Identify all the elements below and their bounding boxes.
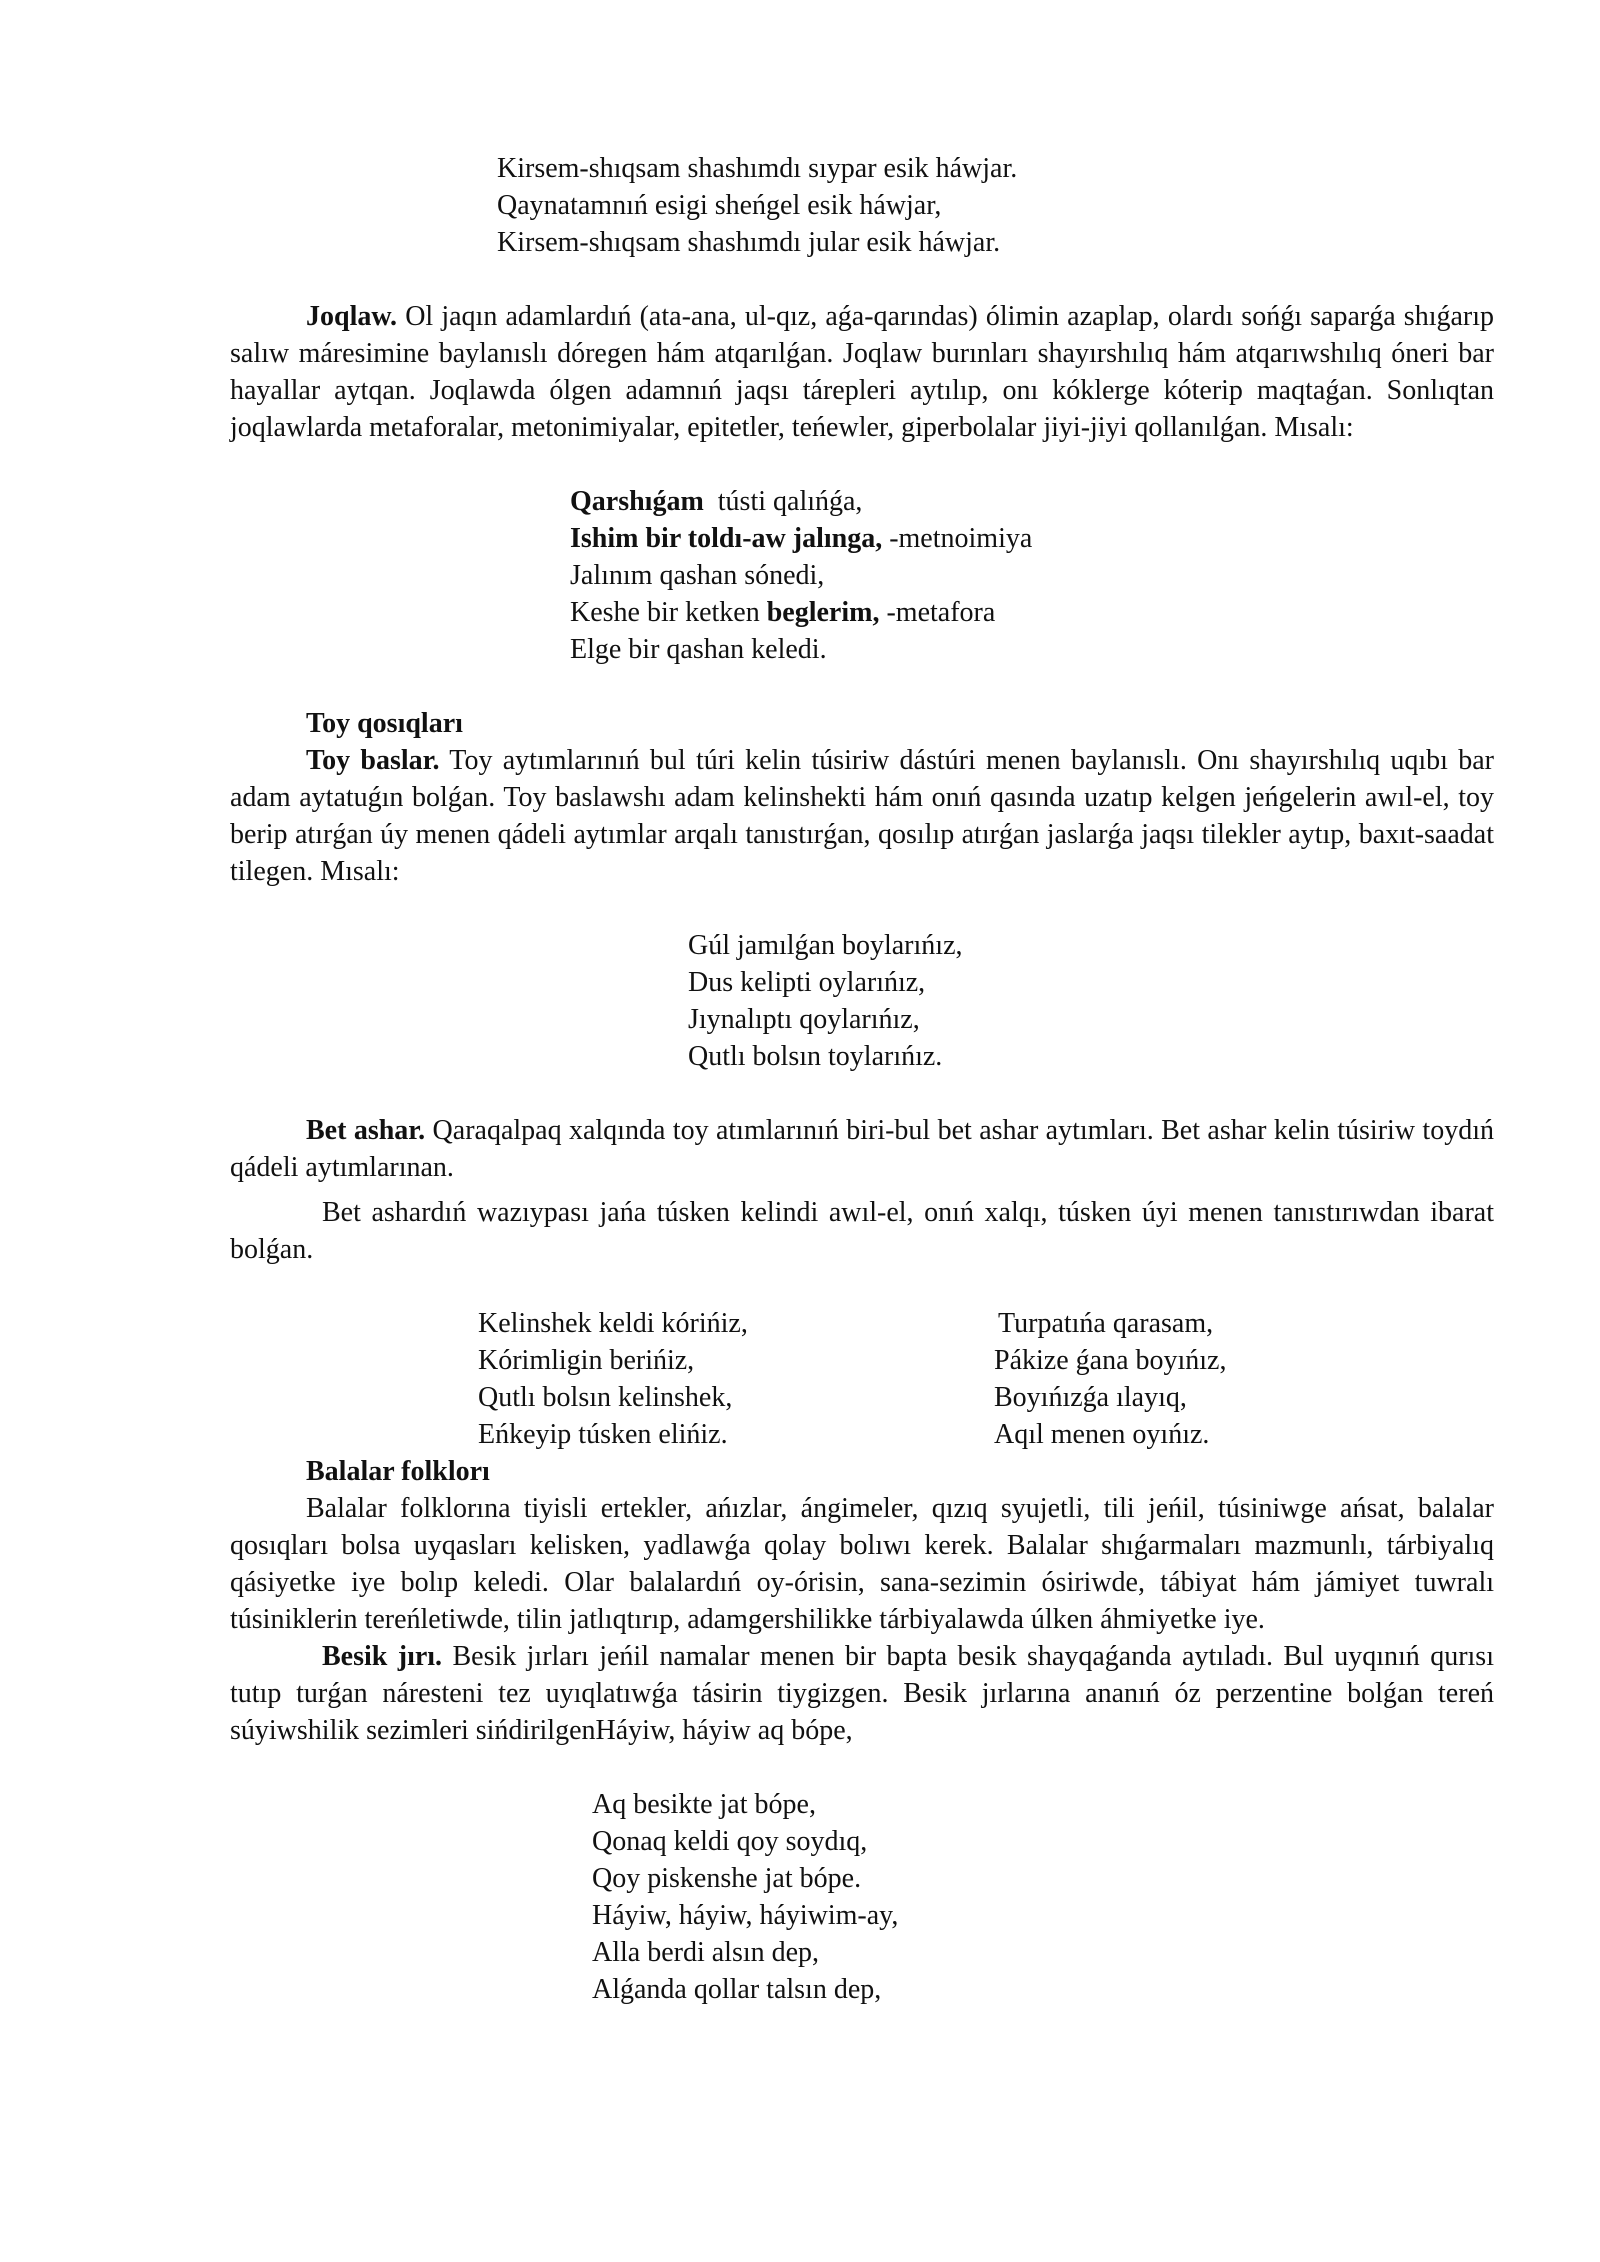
verse-line: Aqıl menen oyıńız. (994, 1419, 1210, 1450)
besik-paragraph (230, 1638, 1494, 1749)
besik-title: Besik jırı. (322, 1641, 443, 1672)
joqlaw-text: Ol jaqın adamlardıń (ata-ana, ul-qız, aǵa-qarındas) ólimin azaplap, olardı sońǵı saparǵa shıǵarıp salıw máresimine baylanıslı dóregen hám atqarılǵan. Joqlaw burınları shayırshılıq hám atqarıwshılıq óneri bar hayallar aytqan. Joqlawda ólgen adamnıń jaqsı tárepleri aytılıp, onı kóklerge kóterip maqtaǵan. Sonlıqtan joqlawlarda metaforalar, metonimiyalar, epitetler, teńewler, giperbolalar jiyi-jiyi qollanılǵan. Mısalı: (230, 301, 1494, 443)
verse-text: -metafora (879, 597, 996, 628)
verse-line: Alǵanda qollar talsın dep, (592, 1974, 882, 2005)
verse-line: Gúl jamılǵan boylarıńız, (688, 930, 963, 961)
verse-line: Kelinshek keldi kórińiz, (478, 1308, 748, 1339)
toy-paragraph (230, 742, 1494, 890)
verse-line: Elge bir qashan keledi. (570, 634, 827, 665)
verse-line: Qonaq keldi qoy soydıq, (592, 1826, 868, 1857)
joqlaw-paragraph (230, 298, 1494, 446)
verse-right-column (994, 1305, 1226, 1453)
verse-line: Dus kelipti oylarıńız, (688, 967, 926, 998)
verse-line (570, 520, 1494, 557)
verse-line: Qutlı bolsın toylarıńız. (688, 1041, 943, 1072)
verse-text: -metnoimiya (882, 523, 1033, 554)
toy-text: Toy aytımlarınıń bul túri kelin túsiriw dástúri menen baylanıslı. Onı shayırshılıq uqıbı bar adam aytatuǵın bolǵan. Toy baslawshı adam kelinshekti hám onıń qasında uzatıp kelgen jeńgelerin awıl-el, toy berip atırǵan úy menen qádeli aytımlar arqalı tanıstırǵan, qosılıp atırǵan jaslarǵa jaqsı tilekler aytıp, baxıt-saadat tilegen. Mısalı: (230, 745, 1494, 887)
verse-line: Boyıńızǵa ılayıq, (994, 1382, 1187, 1413)
besik-verse (592, 1786, 1494, 2008)
section-heading-toy: Toy qosıqları (306, 708, 463, 739)
joqlaw-title: Joqlaw. (306, 301, 398, 332)
verse-line (570, 483, 1494, 520)
bet-ashar-title: Bet ashar. (306, 1115, 426, 1146)
bet-ashar-text: Qaraqalpaq xalqında toy atımlarınıń biri-bul bet ashar aytımları. Bet ashar kelin túsiriw toydıń qádeli aytımlarınan. (230, 1115, 1494, 1183)
verse-line: Alla berdi alsın dep, (592, 1937, 820, 1968)
verse-line: Pákize ǵana boyıńız, (994, 1345, 1227, 1376)
verse-line: Qutlı bolsın kelinshek, (478, 1382, 733, 1413)
verse-line: Jalınım qashan sónedi, (570, 560, 825, 591)
bet-ashar-paragraph (230, 1112, 1494, 1186)
besik-text: Besik jırları jeńil namalar menen bir bapta besik shayqaǵanda aytıladı. Bul uyqınıń qurısı tutıp turǵan náresteni tez uyıqlatıwǵa tásirin tiygizgen. Besik jırlarına ananıń óz perzentine bolǵan tereń súyiwshilik sezimleri sińdirilgenHáyiw, háyiw aq bópe, (230, 1641, 1494, 1746)
verse-line: Qoy piskenshe jat bópe. (592, 1863, 862, 1894)
verse-line: Kórimligin berińiz, (478, 1345, 695, 1376)
verse-line (570, 594, 1494, 631)
verse-line: Háyiw, háyiw, háyiwim-ay, (592, 1900, 899, 1931)
verse-left-column (478, 1305, 748, 1453)
verse-top (497, 150, 1494, 261)
toy-title: Toy baslar. (306, 745, 440, 776)
verse-line: Kirsem-shıqsam shashımdı jular esik háwjar. (497, 227, 1001, 258)
toy-verse (688, 927, 1494, 1075)
bet-ashar-paragraph-2: Bet ashardıń wazıypası jańa túsken kelindi awıl-el, onıń xalqı, túsken úyi menen tanıstırıwdan ibarat bolǵan. (230, 1197, 1494, 1265)
joqlaw-verse (570, 483, 1494, 668)
verse-bold: Ishim bir toldı-aw jalınga, (570, 523, 883, 554)
verse-text: tústi qalıńǵa, (703, 486, 863, 517)
document-page (230, 150, 1494, 2008)
verse-line: Qaynatamnıń esigi sheńgel esik háwjar, (497, 190, 942, 221)
section-heading-balalar: Balalar folklorı (306, 1456, 490, 1487)
verse-text: Keshe bir ketken (570, 597, 767, 628)
verse-line: Turpatıńa qarasam, (998, 1308, 1214, 1339)
verse-bold: beglerim, (766, 597, 880, 628)
bet-ashar-verse (230, 1305, 1494, 1453)
balalar-paragraph: Balalar folklorına tiyisli ertekler, ańızlar, ángimeler, qızıq syujetli, tili jeńil, túsiniwge ańsat, balalar qosıqları bolsa uyqasları kelisken, yadlawǵa qolay bolıwı kerek. Balalar shıǵarmaları mazmunlı, tárbiyalıq qásiyetke iye bolıp keledi. Olar balalardıń oy-órisin, sana-sezimin ósiriwde, tábiyat hám jámiyet tuwralı túsiniklerin tereńletiwde, tilin jatlıqtırıp, adamgershilikke tárbiyalawda úlken áhmiyetke iye. (230, 1493, 1494, 1635)
verse-line: Eńkeyip túsken elińiz. (478, 1419, 728, 1450)
verse-line: Kirsem-shıqsam shashımdı sıypar esik háwjar. (497, 153, 1018, 184)
verse-line: Jıynalıptı qoylarıńız, (688, 1004, 920, 1035)
verse-line: Aq besikte jat bópe, (592, 1789, 816, 1820)
verse-bold: Qarshıǵam (570, 486, 704, 517)
